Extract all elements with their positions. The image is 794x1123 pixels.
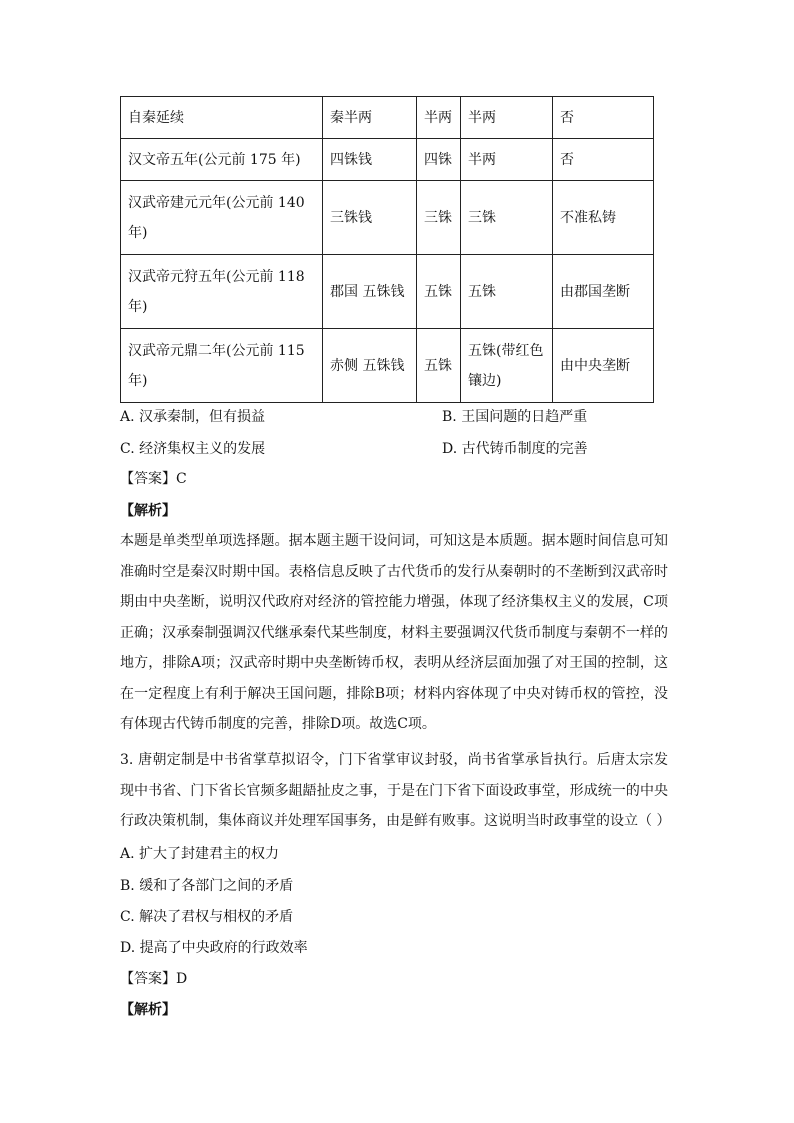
table-cell: 不准私铸 — [553, 181, 654, 255]
table-cell: 三铢 — [461, 181, 553, 255]
table-cell: 五铢(带红色镶边) — [461, 329, 553, 403]
table-cell: 汉武帝元狩五年(公元前 118 年) — [121, 255, 323, 329]
q3-option-c: C. 解决了君权与相权的矛盾 — [120, 909, 294, 925]
table-cell: 否 — [553, 139, 654, 181]
table-cell: 三铢钱 — [323, 181, 417, 255]
table-cell: 汉武帝建元元年(公元前 140 年) — [121, 181, 323, 255]
table-cell: 四铢钱 — [323, 139, 417, 181]
table-row — [121, 255, 654, 329]
table-cell: 三铢 — [417, 181, 461, 255]
coinage-table — [120, 96, 654, 403]
table-row — [121, 329, 654, 403]
q2-option-d: D. 古代铸币制度的完善 — [442, 441, 588, 457]
q3-stem: 3. 唐朝定制是中书省掌草拟诏令，门下省掌审议封驳，尚书省掌承旨执行。后唐太宗发现中书省、门下省长官频多龃龉扯皮之事，于是在门下省下面设政事堂，形成统一的中央行政决策机制，集体商议并处理军国事务，由是鲜有败事。这说明当时政事堂的设立（ ） — [120, 752, 671, 829]
table-cell: 五铢 — [417, 255, 461, 329]
table-cell: 否 — [553, 97, 654, 139]
table-row — [121, 139, 654, 181]
table-row — [121, 97, 654, 139]
table-cell: 汉武帝元鼎二年(公元前 115 年) — [121, 329, 323, 403]
table-cell: 五铢 — [417, 329, 461, 403]
table-cell: 由中央垄断 — [553, 329, 654, 403]
q2-options-row-1 — [120, 406, 680, 428]
table-cell: 郡国 五铢钱 — [323, 255, 417, 329]
table-row — [121, 181, 654, 255]
q3-answer: 【答案】D — [120, 971, 188, 987]
table-cell: 四铢 — [417, 139, 461, 181]
q3-option-a: A. 扩大了封建君主的权力 — [120, 846, 280, 862]
table-cell: 秦半两 — [323, 97, 417, 139]
table-cell: 赤侧 五铢钱 — [323, 329, 417, 403]
table-cell: 半两 — [461, 97, 553, 139]
q3-analysis-label: 【解析】 — [120, 1002, 176, 1018]
q2-answer: 【答案】C — [120, 471, 187, 487]
table-cell: 汉文帝五年(公元前 175 年) — [121, 139, 323, 181]
q2-analysis-label: 【解析】 — [120, 503, 176, 519]
q2-option-c: C. 经济集权主义的发展 — [120, 441, 266, 457]
table-cell: 由郡国垄断 — [553, 255, 654, 329]
table-cell: 半两 — [417, 97, 461, 139]
q3-option-b: B. 缓和了各部门之间的矛盾 — [120, 878, 294, 894]
q2-options-row-2 — [120, 438, 680, 460]
q2-analysis-text: 本题是单类型单项选择题。据本题主题干设问词，可知这是本质题。据本题时间信息可知准确时空是秦汉时期中国。表格信息反映了古代货币的发行从秦朝时的不垄断到汉武帝时期由中央垄断，说明汉代政府对经济的管控能力增强，体现了经济集权主义的发展，C项正确；汉承秦制强调汉代继承秦代某些制度，材料主要强调汉代货币制度与秦朝不一样的地方，排除A项；汉武帝时期中央垄断铸币权，表明从经济层面加强了对王国的控制，这在一定程度上有利于解决王国问题，排除B项；材料内容体现了中央对铸币权的管控，没有体现古代铸币制度的完善，排除D项。故选C项。 — [120, 533, 668, 732]
table-cell: 五铢 — [461, 255, 553, 329]
table-cell: 自秦延续 — [121, 97, 323, 139]
table-cell: 半两 — [461, 139, 553, 181]
q2-option-b: B. 王国问题的日趋严重 — [442, 409, 588, 425]
q3-option-d: D. 提高了中央政府的行政效率 — [120, 940, 308, 956]
q2-option-a: A. 汉承秦制，但有损益 — [120, 409, 266, 425]
